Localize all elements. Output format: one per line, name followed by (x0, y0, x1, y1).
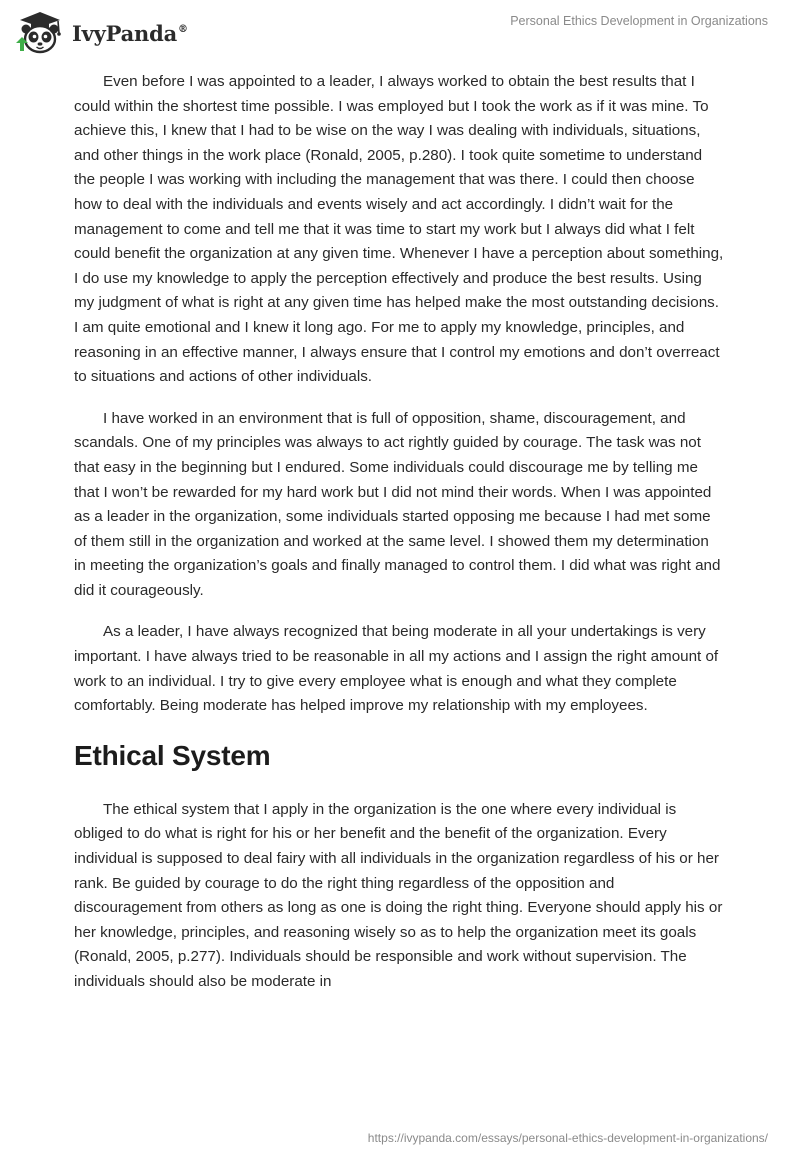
paragraph-2: I have worked in an environment that is full of opposition, shame, discouragement, and scandals. One of my principles was always to act rightly guided by courage. The task was not that easy in the beginning but I endured. Some individuals could discourage me by telling me that I won’t be rewarded for my hard work but I did not mind their words. When I was appointed as a leader in the organization, some individuals started opposing me because I had met some of them still in the organization and worked at the same level. I showed them my determination in meeting the organization’s goals and finally managed to control them. I did what was right and did it courageously. (74, 409, 721, 599)
section-heading-ethical-system: Ethical System (74, 739, 271, 771)
registered-mark: ® (178, 23, 188, 35)
brand-logo[interactable] (14, 8, 188, 56)
document-title: Personal Ethics Development in Organizations (510, 14, 768, 28)
paragraph-3: As a leader, I have always recognized that being moderate in all your undertakings is very important. I have always tried to be reasonable in all my actions and I assign the right amount of work to an individual. I try to give every employee what is enough and what they complete comfortably. Being moderate has helped improve my relationship with my employees. (74, 623, 719, 715)
paragraph-1: Even before I was appointed to a leader, I always worked to obtain the best results that I could within the shortest time possible. I was employed but I took the work as if it was mine. To achieve this, I knew that I had to be wise on the way I was dealing with individuals, situations, and other things in the work place (Ronald, 2005, p.280). I took quite sometime to understand the people I was working with including the management that was there. I could then choose how to deal with the individuals and events wisely and act accordingly. I didn’t wait for the management to come and tell me that it was time to start my work but I always did what I felt could benefit the organization at any given time. Whenever I have a perception about something, I do use my knowledge to apply the perception effectively and produce the best results. Using my judgment of what is right at any given time has helped make the most outstanding decisions. I am quite emotional and I knew it long ago. For me to apply my knowledge, principles, and reasoning in an effective manner, I always ensure that I control my emotions and don’t overreact to situations and actions of other individuals. (74, 73, 724, 386)
brand-name: IvyPanda® (72, 20, 188, 46)
essay-body (74, 70, 724, 1012)
source-url[interactable]: https://ivypanda.com/essays/personal-ethics-development-in-organizations/ (367, 1131, 768, 1145)
page-header (0, 0, 800, 60)
section-paragraph-1: The ethical system that I apply in the organization is the one where every individual is obliged to do what is right for his or her benefit and the benefit of the organization. Every individual is supposed to deal fairy with all individuals in the organization regardless of his or her rank. Be guided by courage to do the right thing regardless of the opposition and discouragement from others as long as one is doing the right thing. Everyone should apply his or her knowledge, principles, and reasoning wisely so as to help the organization meet its goals (Ronald, 2005, p.277). Individuals should be responsible and work without supervision. The individuals should also be moderate in (74, 800, 723, 990)
panda-graduate-icon (14, 9, 66, 55)
